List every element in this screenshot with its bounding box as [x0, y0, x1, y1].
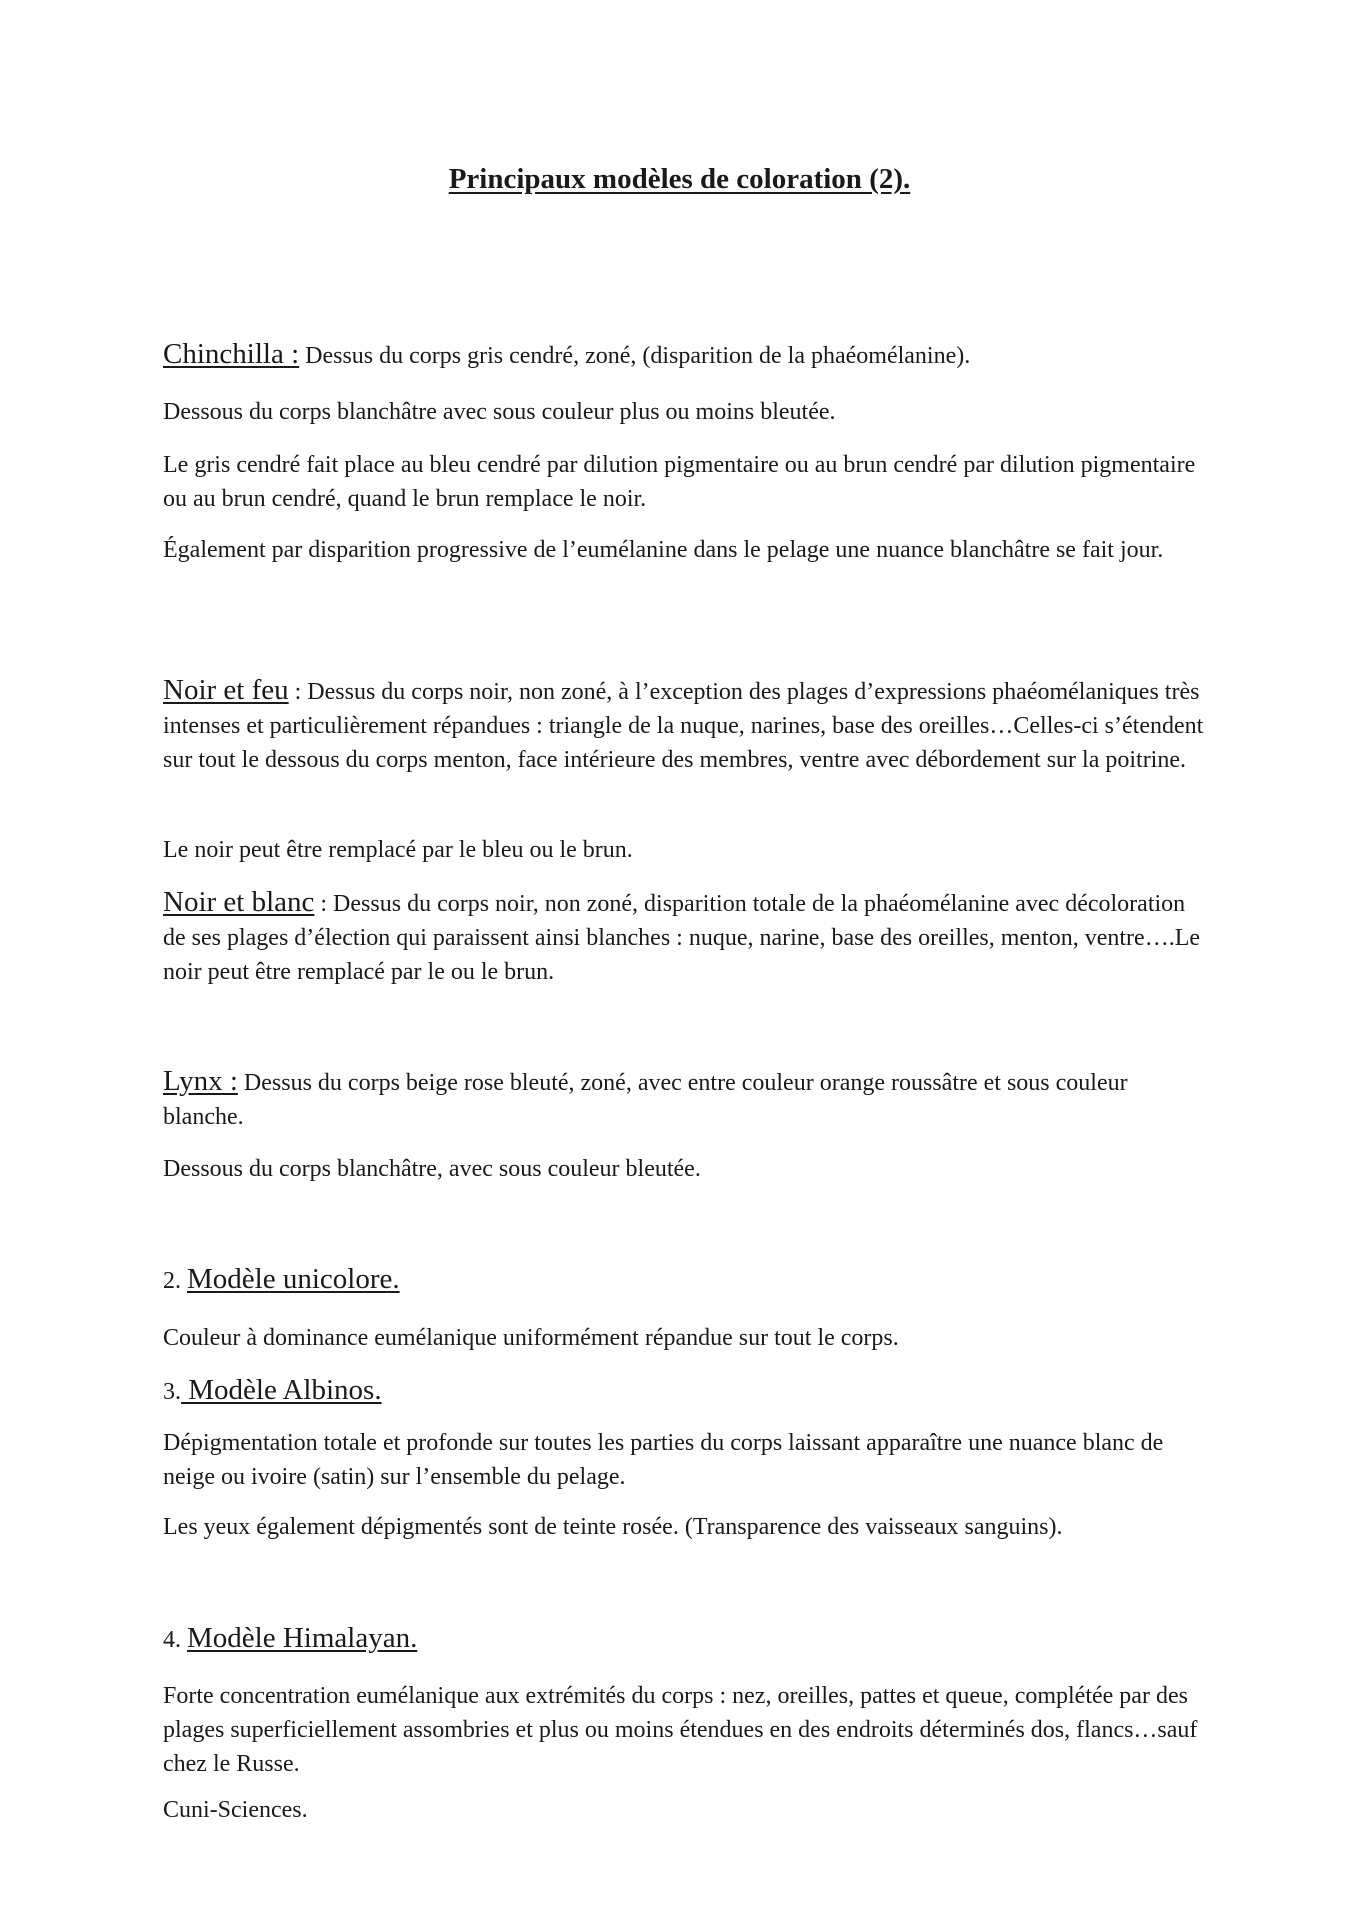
section3-heading — [163, 1373, 1213, 1409]
noir-feu-text: : Dessus du corps noir, non zoné, à l’exception des plages d’expressions phaéomélaniques très intenses et particulièrement répandues : triangle de la nuque, narines, base des oreilles…Celles-ci s’étendent sur tout le dessous du corps menton, face intérieure des membres, ventre avec débordement sur la poitrine. — [163, 679, 1204, 773]
page-title: Principaux modèles de coloration (2). — [448, 163, 911, 195]
noir-blanc-text: : Dessus du corps noir, non zoné, disparition totale de la phaéomélanine avec décoloration de ses plages d’élection qui paraissent ainsi blanches : nuque, narine, base des oreilles, menton, ventre….Le noir peut être remplacé par le ou le brun. — [163, 891, 1201, 985]
section2-number: 2. — [163, 1268, 187, 1294]
section3-paragraph-2: Les yeux également dépigmentés sont de teinte rosée. (Transparence des vaisseaux sanguins). — [163, 1514, 1063, 1540]
chinchilla-label: Chinchilla : — [163, 338, 300, 370]
noir-feu-label: Noir et feu — [163, 674, 289, 706]
chinchilla-paragraph-3: Le gris cendré fait place au bleu cendré par dilution pigmentaire ou au brun cendré par dilution pigmentaire ou au brun cendré, quand le brun remplace le noir. — [163, 452, 1196, 512]
chinchilla-text: Dessus du corps gris cendré, zoné, (disparition de la phaéomélanine). — [299, 343, 971, 369]
section4-paragraph: Forte concentration eumélanique aux extrémités du corps : nez, oreilles, pattes et queue, complétée par des plages superficiellement assombries et plus ou moins étendues en des endroits déterminés dos, flancs…sauf chez le Russe. — [163, 1683, 1198, 1777]
noir-feu-paragraph-2: Le noir peut être remplacé par le bleu ou le brun. — [163, 837, 633, 863]
lynx-label: Lynx : — [163, 1065, 238, 1097]
chinchilla-paragraph-2: Dessous du corps blanchâtre avec sous couleur plus ou moins bleutée. — [163, 399, 836, 425]
section4-number: 4. — [163, 1627, 187, 1653]
lynx-paragraph — [163, 1064, 1213, 1134]
section3-number: 3. — [163, 1379, 181, 1405]
section2-heading — [163, 1262, 1213, 1298]
section4-title: Modèle Himalayan. — [187, 1622, 418, 1654]
lynx-text: Dessus du corps beige rose bleuté, zoné, avec entre couleur orange roussâtre et sous couleur blanche. — [163, 1070, 1128, 1130]
lynx-paragraph-2: Dessous du corps blanchâtre, avec sous couleur bleutée. — [163, 1156, 701, 1182]
section3-paragraph: Dépigmentation totale et profonde sur toutes les parties du corps laissant apparaître une nuance blanc de neige ou ivoire (satin) sur l’ensemble du pelage. — [163, 1430, 1164, 1490]
section4-heading — [163, 1621, 1213, 1657]
signature: Cuni-Sciences. — [163, 1797, 308, 1823]
section3-title: Modèle Albinos. — [181, 1374, 382, 1406]
section2-title: Modèle unicolore. — [187, 1263, 400, 1295]
noir-blanc-paragraph — [163, 885, 1213, 989]
noir-blanc-label: Noir et blanc — [163, 886, 315, 918]
section2-paragraph: Couleur à dominance eumélanique uniformément répandue sur tout le corps. — [163, 1325, 899, 1351]
noir-feu-paragraph — [163, 673, 1213, 777]
chinchilla-paragraph-4: Également par disparition progressive de l’eumélanine dans le pelage une nuance blanchâtre se fait jour. — [163, 537, 1164, 563]
chinchilla-paragraph — [163, 337, 1213, 373]
